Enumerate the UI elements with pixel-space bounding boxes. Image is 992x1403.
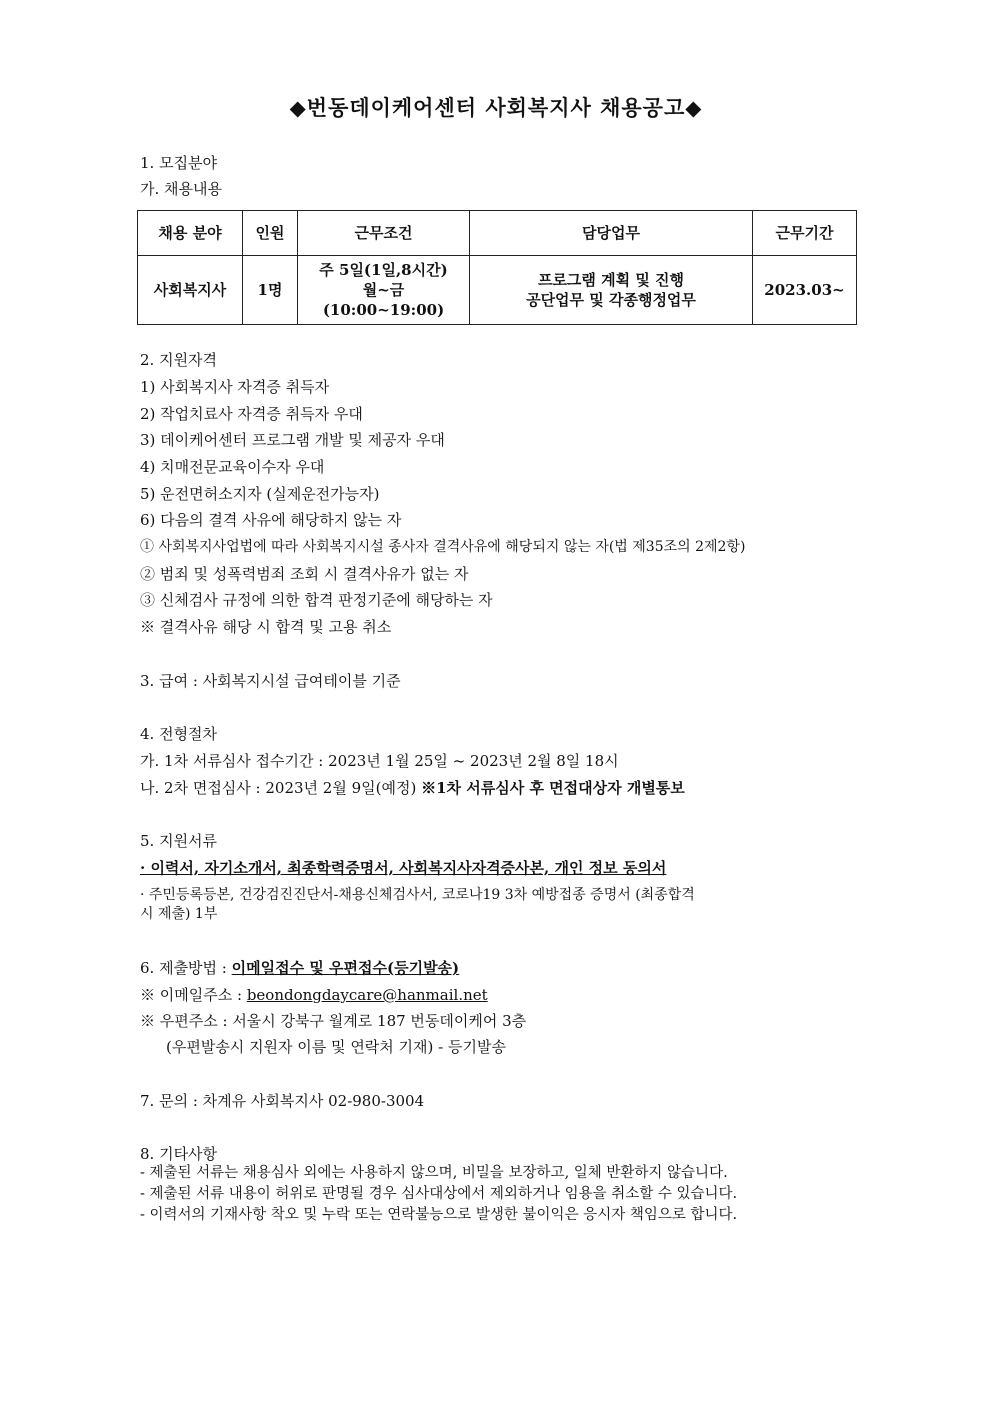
qualification-item: ② 범죄 및 성폭력범죄 조회 시 결격사유가 없는 자 xyxy=(140,565,469,583)
condition-line: 주 5일(1일,8시간) xyxy=(319,261,448,279)
qualification-item: 6) 다음의 결격 사유에 해당하지 않는 자 xyxy=(140,511,402,529)
qualification-item: 5) 운전면허소지자 (실제운전가능자) xyxy=(140,485,380,503)
section-6-heading xyxy=(140,958,459,978)
table-header-cell: 채용 분야 xyxy=(138,211,243,256)
section-5-heading: 5. 지원서류 xyxy=(140,832,218,850)
table-header-cell: 인원 xyxy=(243,211,298,256)
qualification-item: ③ 신체검사 규정에 의한 합격 판정기준에 해당하는 자 xyxy=(140,591,493,609)
section-7-contact: 7. 문의 : 차계유 사회복지사 02-980-3004 xyxy=(140,1092,425,1110)
submission-method: 이메일접수 및 우편접수(등기발송) xyxy=(231,959,460,977)
page-title: ◆번동데이케어센터 사회복지사 채용공고◆ xyxy=(289,95,703,120)
duty-line: 프로그램 계획 및 진행 xyxy=(537,271,685,289)
qualification-item: 4) 치매전문교육이수자 우대 xyxy=(140,458,325,476)
email-link[interactable]: beondongdaycare@hanmail.net xyxy=(246,986,488,1004)
process-item xyxy=(140,778,685,798)
section-4-heading: 4. 전형절차 xyxy=(140,725,218,743)
qualification-item: ※ 결격사유 해당 시 합격 및 고용 취소 xyxy=(140,618,392,636)
additional-documents: · 주민등록등본, 건강검진진단서-채용신체검사서, 코로나19 3차 예방접종 증명서 (최종합격 xyxy=(140,887,695,903)
section-8-heading: 8. 기타사항 xyxy=(140,1145,218,1163)
qualification-item: 1) 사회복지사 자격증 취득자 xyxy=(140,378,330,396)
qualification-item: ① 사회복지사업법에 따라 사회복지시설 종사자 결격사유에 해당되지 않는 자(법 제35조의 2제2항) xyxy=(140,539,746,555)
additional-documents: 시 제출) 1부 xyxy=(140,906,218,922)
submission-label: 6. 제출방법 : xyxy=(140,959,232,977)
condition-line: 월~금 xyxy=(362,281,405,299)
table-cell-conditions xyxy=(298,256,470,325)
address-line: ※ 우편주소 : 서울시 강북구 월계로 187 번동데이케어 3층 xyxy=(140,1012,527,1030)
qualification-item: 3) 데이케어센터 프로그램 개발 및 제공자 우대 xyxy=(140,431,445,449)
section-2-heading: 2. 지원자격 xyxy=(140,351,218,369)
note-item: - 제출된 서류는 채용심사 외에는 사용하지 않으며, 비밀을 보장하고, 일체 반환하지 않습니다. xyxy=(140,1165,728,1181)
qualification-item: 2) 작업치료사 자격증 취득자 우대 xyxy=(140,405,363,423)
duty-line: 공단업무 및 각종행정업무 xyxy=(526,291,696,309)
table-header-cell: 근무기간 xyxy=(753,211,857,256)
section-1-subheading: 가. 채용내용 xyxy=(140,180,222,198)
recruitment-table xyxy=(137,210,857,325)
address-note: (우편발송시 지원자 이름 및 연락처 기재) - 등기발송 xyxy=(166,1038,506,1056)
note-item: - 이력서의 기재사항 착오 및 누락 또는 연락불능으로 발생한 불이익은 응시자 책임으로 합니다. xyxy=(140,1207,738,1223)
note-item: - 제출된 서류 내용이 허위로 판명될 경우 심사대상에서 제외하거나 임용을 취소할 수 있습니다. xyxy=(140,1186,738,1202)
condition-line: (10:00~19:00) xyxy=(322,301,445,319)
email-line xyxy=(140,985,488,1005)
table-header-cell: 근무조건 xyxy=(298,211,470,256)
process-item-text: 나. 2차 면접심사 : 2023년 2월 9일(예정) xyxy=(140,779,422,797)
table-cell-period: 2023.03~ xyxy=(753,256,857,325)
section-3-salary: 3. 급여 : 사회복지시설 급여테이블 기준 xyxy=(140,672,401,690)
email-label: ※ 이메일주소 : xyxy=(140,986,247,1004)
table-cell-count: 1명 xyxy=(243,256,298,325)
section-1-heading: 1. 모집분야 xyxy=(140,154,218,172)
table-cell-duties xyxy=(470,256,753,325)
table-row xyxy=(138,256,857,325)
table-header-cell: 담당업무 xyxy=(470,211,753,256)
table-header-row xyxy=(138,211,857,256)
process-item-notice: ※1차 서류심사 후 면접대상자 개별통보 xyxy=(421,779,685,797)
table-cell-field: 사회복지사 xyxy=(138,256,243,325)
process-item: 가. 1차 서류심사 접수기간 : 2023년 1월 25일 ~ 2023년 2월 8일 18시 xyxy=(140,752,619,770)
required-documents: · 이력서, 자기소개서, 최종학력증명서, 사회복지사자격증사본, 개인 정보 동의서 xyxy=(140,859,667,877)
